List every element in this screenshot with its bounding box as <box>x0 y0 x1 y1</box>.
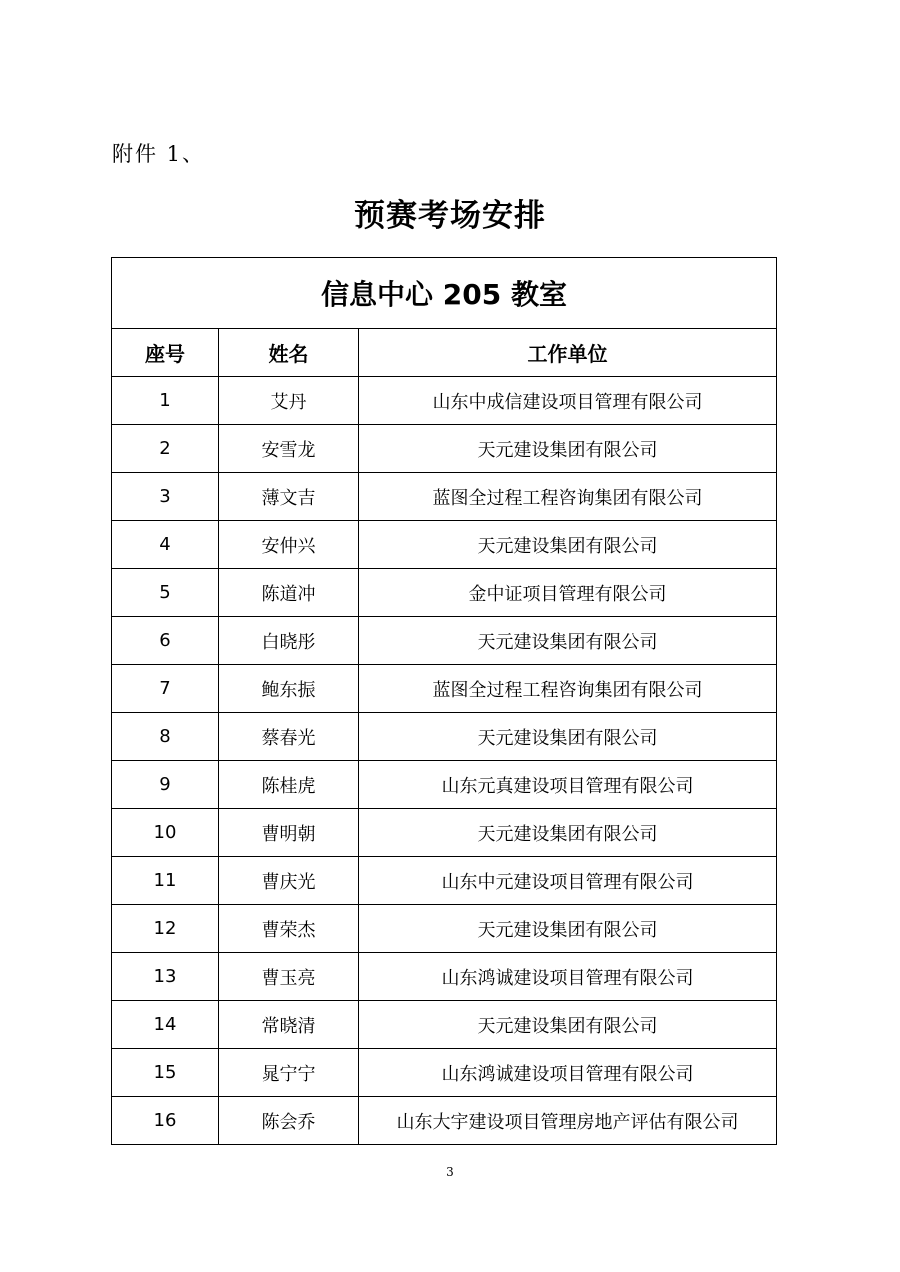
seat-cell: 16 <box>112 1097 219 1145</box>
table-row <box>112 953 777 1001</box>
unit-cell: 蓝图全过程工程咨询集团有限公司 <box>359 473 777 521</box>
table-row <box>112 809 777 857</box>
unit-cell: 山东元真建设项目管理有限公司 <box>359 761 777 809</box>
unit-cell: 天元建设集团有限公司 <box>359 521 777 569</box>
table-row <box>112 761 777 809</box>
seat-cell: 14 <box>112 1001 219 1049</box>
name-cell: 曹荣杰 <box>219 905 359 953</box>
unit-cell: 山东大宇建设项目管理房地产评估有限公司 <box>359 1097 777 1145</box>
table-row <box>112 665 777 713</box>
seat-cell: 4 <box>112 521 219 569</box>
column-header-row <box>112 329 777 377</box>
seat-cell: 1 <box>112 377 219 425</box>
seat-cell: 11 <box>112 857 219 905</box>
seat-cell: 3 <box>112 473 219 521</box>
table-row <box>112 425 777 473</box>
table-row <box>112 905 777 953</box>
table-row <box>112 857 777 905</box>
name-cell: 蔡春光 <box>219 713 359 761</box>
table-row <box>112 473 777 521</box>
seat-cell: 15 <box>112 1049 219 1097</box>
seat-cell: 9 <box>112 761 219 809</box>
unit-cell: 天元建设集团有限公司 <box>359 905 777 953</box>
name-cell: 曹庆光 <box>219 857 359 905</box>
table-row <box>112 1097 777 1145</box>
room-header-row <box>112 258 777 329</box>
table-row <box>112 713 777 761</box>
unit-cell: 天元建设集团有限公司 <box>359 425 777 473</box>
unit-cell: 山东中元建设项目管理有限公司 <box>359 857 777 905</box>
unit-cell: 天元建设集团有限公司 <box>359 713 777 761</box>
room-title: 信息中心 205 教室 <box>112 258 777 329</box>
name-cell: 陈桂虎 <box>219 761 359 809</box>
seat-cell: 8 <box>112 713 219 761</box>
name-cell: 曹玉亮 <box>219 953 359 1001</box>
name-cell: 白晓彤 <box>219 617 359 665</box>
column-header-seat: 座号 <box>112 329 219 377</box>
unit-cell: 山东鸿诚建设项目管理有限公司 <box>359 953 777 1001</box>
table-body <box>112 377 777 1145</box>
table-row <box>112 617 777 665</box>
seat-cell: 13 <box>112 953 219 1001</box>
page-number: 3 <box>446 1165 454 1179</box>
seat-cell: 10 <box>112 809 219 857</box>
unit-cell: 金中证项目管理有限公司 <box>359 569 777 617</box>
name-cell: 安仲兴 <box>219 521 359 569</box>
seat-cell: 2 <box>112 425 219 473</box>
name-cell: 陈道冲 <box>219 569 359 617</box>
name-cell: 艾丹 <box>219 377 359 425</box>
unit-cell: 山东鸿诚建设项目管理有限公司 <box>359 1049 777 1097</box>
seating-table <box>111 257 777 1145</box>
seat-cell: 7 <box>112 665 219 713</box>
name-cell: 曹明朝 <box>219 809 359 857</box>
table-row <box>112 1049 777 1097</box>
unit-cell: 天元建设集团有限公司 <box>359 809 777 857</box>
seat-cell: 12 <box>112 905 219 953</box>
seat-cell: 6 <box>112 617 219 665</box>
name-cell: 陈会乔 <box>219 1097 359 1145</box>
unit-cell: 蓝图全过程工程咨询集团有限公司 <box>359 665 777 713</box>
name-cell: 常晓清 <box>219 1001 359 1049</box>
table-row <box>112 377 777 425</box>
name-cell: 安雪龙 <box>219 425 359 473</box>
table-row <box>112 569 777 617</box>
table-row <box>112 521 777 569</box>
seat-cell: 5 <box>112 569 219 617</box>
name-cell: 鲍东振 <box>219 665 359 713</box>
attachment-label: 附件 1、 <box>112 142 206 166</box>
unit-cell: 天元建设集团有限公司 <box>359 1001 777 1049</box>
unit-cell: 山东中成信建设项目管理有限公司 <box>359 377 777 425</box>
column-header-name: 姓名 <box>219 329 359 377</box>
name-cell: 晁宁宁 <box>219 1049 359 1097</box>
name-cell: 薄文吉 <box>219 473 359 521</box>
table-row <box>112 1001 777 1049</box>
unit-cell: 天元建设集团有限公司 <box>359 617 777 665</box>
document-title: 预赛考场安排 <box>354 198 546 234</box>
column-header-unit: 工作单位 <box>359 329 777 377</box>
